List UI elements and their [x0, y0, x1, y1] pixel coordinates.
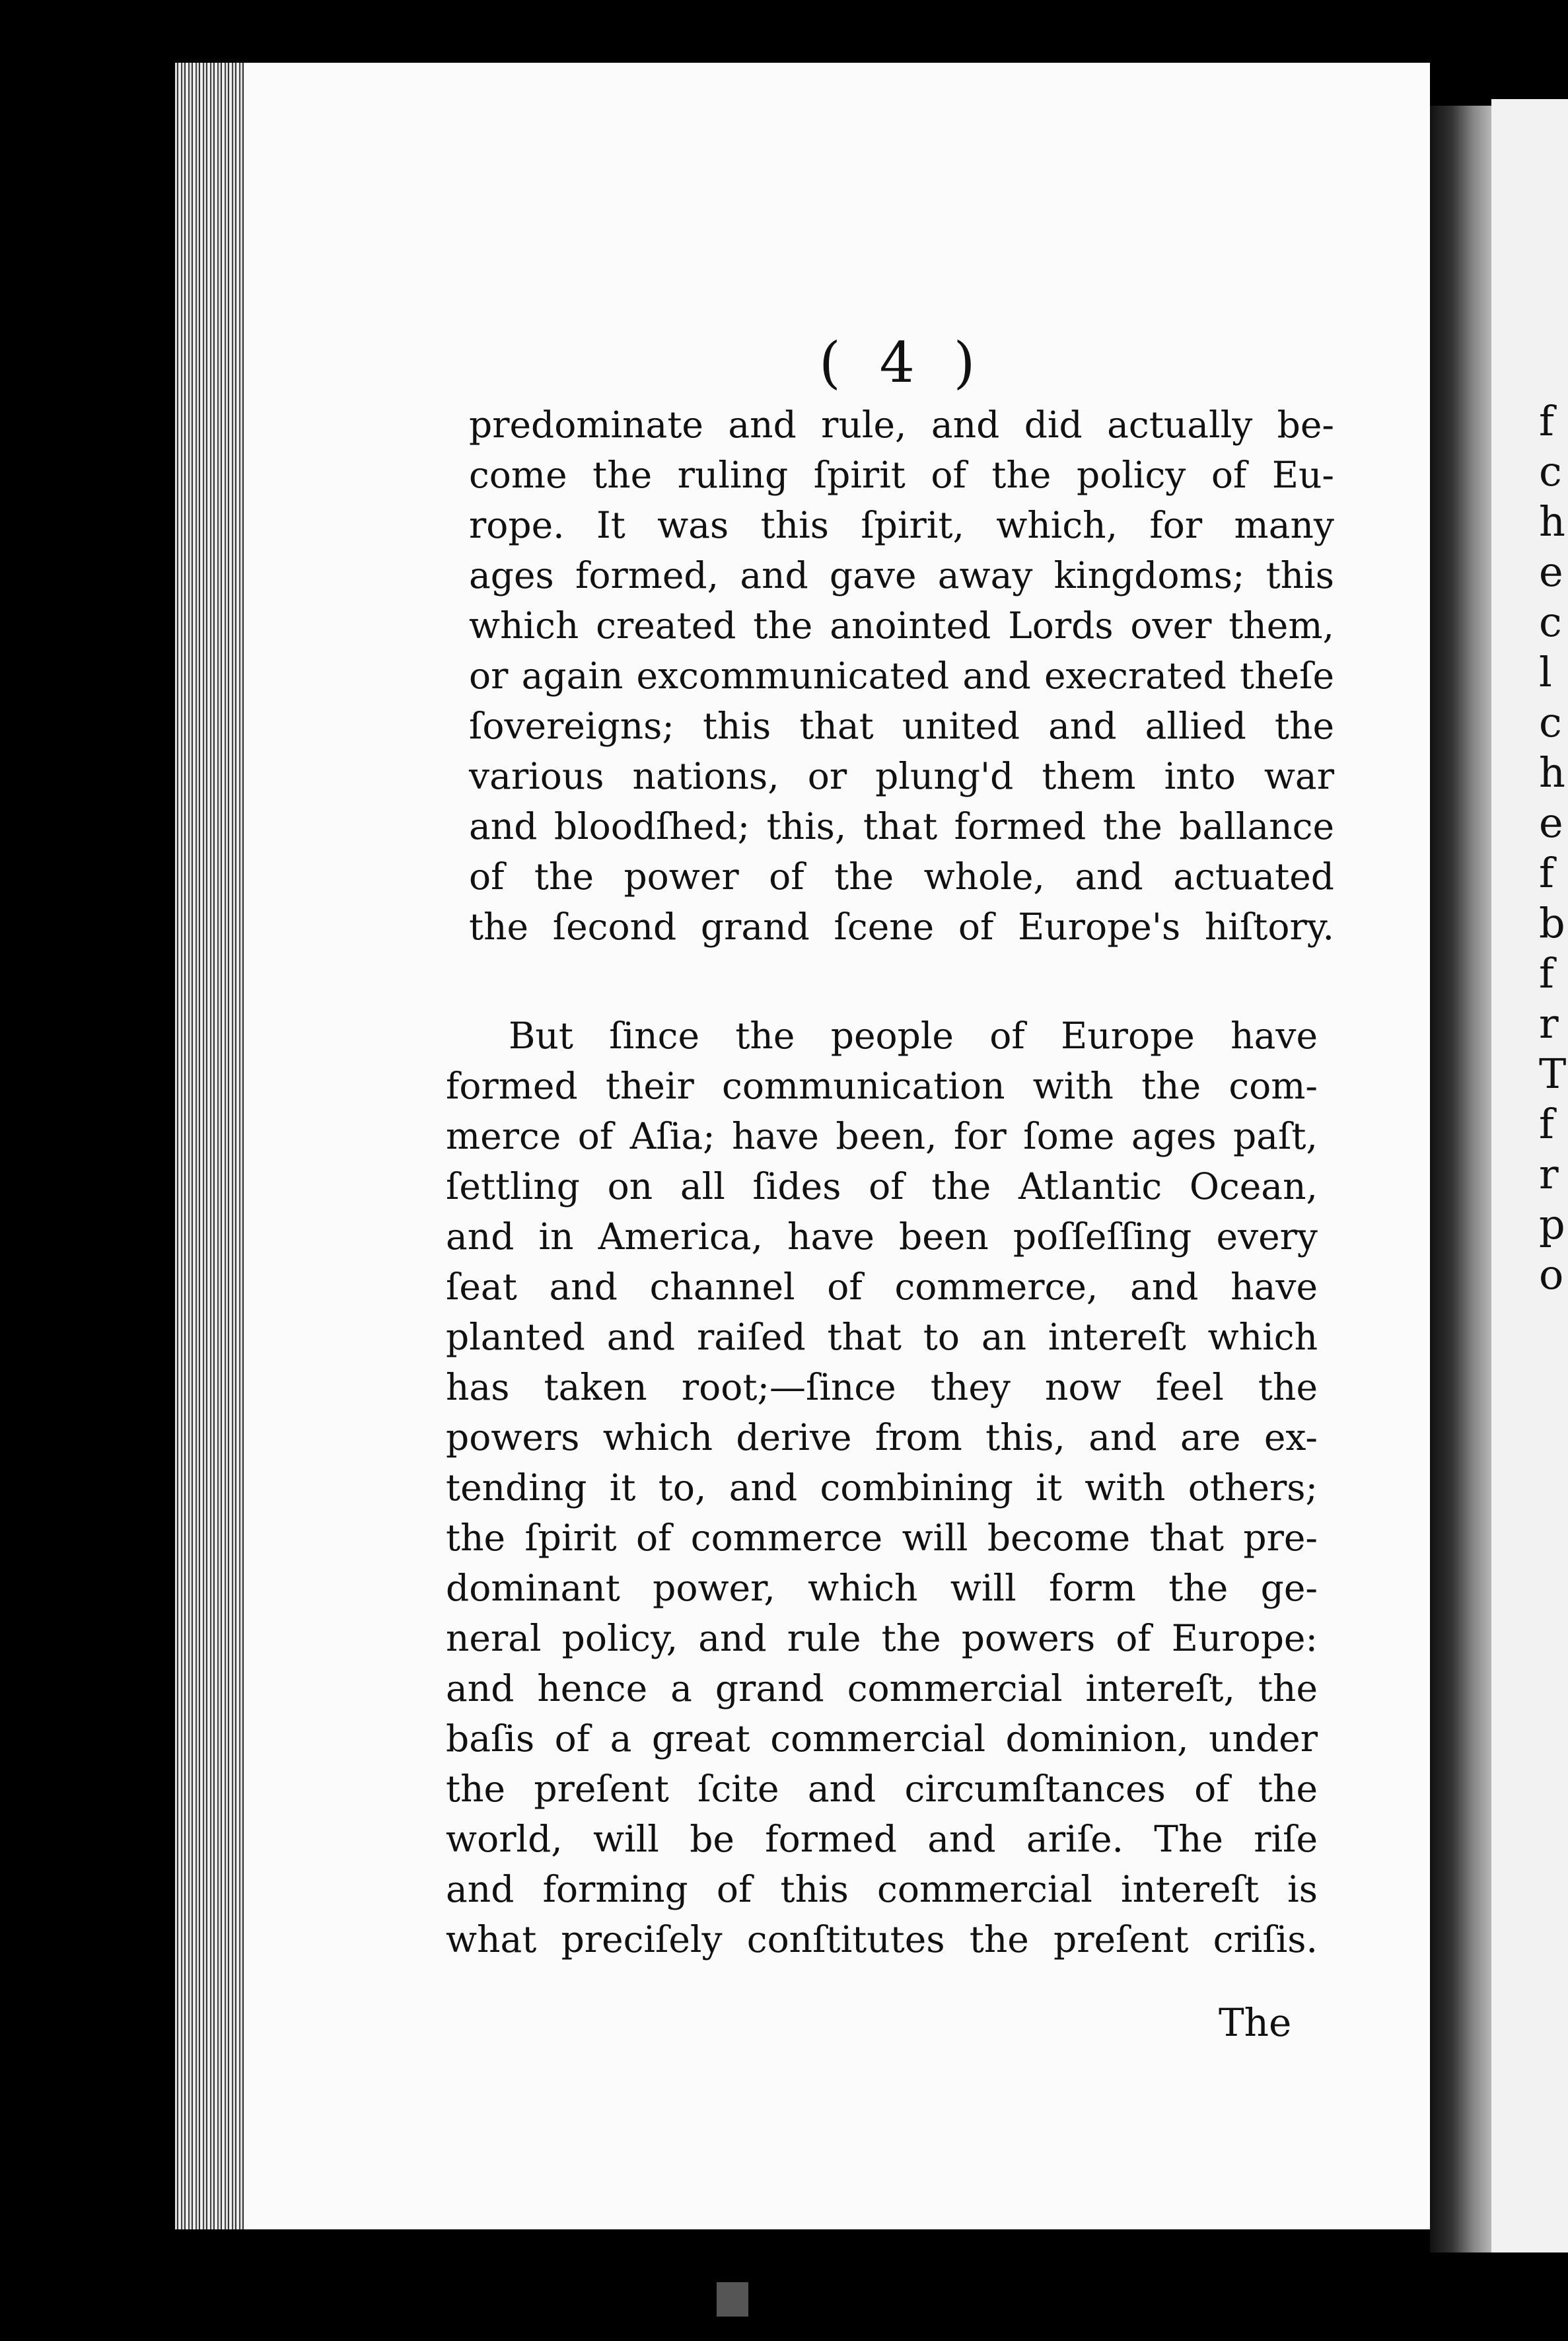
facing-page-letter: f: [1539, 1100, 1554, 1148]
text-line: has taken root;—ſince they now feel the: [446, 1366, 1318, 1408]
facing-page-letter: h: [1539, 748, 1565, 797]
text-line: predominate and rule, and did actually be-: [469, 404, 1334, 446]
text-line: ſovereigns; this that united and allied the: [469, 705, 1334, 747]
text-line: the preſent ſcite and circumſtances of the: [446, 1768, 1318, 1810]
text-line: planted and raiſed that to an intereſt which: [446, 1316, 1318, 1358]
text-line: which created the anointed Lords over them,: [469, 604, 1334, 647]
text-line: ſettling on all ſides of the Atlantic Ocean,: [446, 1165, 1318, 1207]
text-line: world, will be formed and ariſe. The riſe: [446, 1818, 1318, 1860]
facing-page-letter: r: [1539, 1150, 1559, 1198]
text-line: or again excommunicated and execrated theſe: [469, 655, 1334, 697]
facing-page-letter: f: [1539, 849, 1554, 897]
facing-page-letter: l: [1539, 648, 1552, 696]
text-line: tending it to, and combining it with others;: [446, 1466, 1318, 1509]
text-line: and bloodſhed; this, that formed the ballance: [469, 805, 1334, 847]
facing-page-letter: c: [1539, 698, 1562, 746]
facing-page-letter: e: [1539, 548, 1563, 596]
facing-page-letter: h: [1539, 497, 1565, 546]
facing-page-letter: p: [1539, 1200, 1565, 1248]
text-line: and hence a grand commercial intereſt, the: [446, 1667, 1318, 1710]
facing-page-letter: e: [1539, 799, 1563, 847]
text-line: But ſince the people of Europe have: [509, 1015, 1318, 1057]
text-line: and forming of this commercial intereſt is: [446, 1868, 1318, 1910]
facing-page-letter: c: [1539, 447, 1562, 495]
text-line: and in America, have been poſſeſſing every: [446, 1215, 1318, 1258]
text-line: what preciſely conſtitutes the preſent criſis.: [446, 1918, 1318, 1961]
facing-page-letter: c: [1539, 598, 1562, 646]
text-line: baſis of a great commercial dominion, under: [446, 1717, 1318, 1760]
catchword: The: [1219, 2000, 1292, 2045]
facing-page-letter: T: [1539, 1050, 1567, 1098]
text-line: rope. It was this ſpirit, which, for many: [469, 504, 1334, 546]
facing-page-letter: r: [1539, 999, 1559, 1048]
facing-page-letter: f: [1539, 397, 1554, 445]
facing-page-fragment: [1539, 396, 1566, 1300]
text-line: the ſecond grand ſcene of Europe's hiſtory.: [469, 906, 1334, 948]
text-line: of the power of the whole, and actuated: [469, 855, 1334, 898]
page-fore-edge: [175, 63, 248, 2229]
text-line: formed their communication with the com-: [446, 1065, 1318, 1107]
text-line: dominant power, which will form the ge-: [446, 1567, 1318, 1609]
scan-mark: [717, 2282, 748, 2317]
page-number: ( 4 ): [819, 330, 986, 395]
text-line: ages formed, and gave away kingdoms; this: [469, 554, 1334, 596]
text-line: come the ruling ſpirit of the policy of Eu-: [469, 454, 1334, 496]
text-line: neral policy, and rule the powers of Europe:: [446, 1617, 1318, 1659]
book-gutter: [1430, 106, 1493, 2252]
text-line: ſeat and channel of commerce, and have: [446, 1266, 1318, 1308]
text-line: powers which derive from this, and are ex-: [446, 1416, 1318, 1459]
facing-page-letter: o: [1539, 1250, 1564, 1299]
text-line: the ſpirit of commerce will become that pre-: [446, 1517, 1318, 1559]
text-line: various nations, or plung'd them into war: [469, 755, 1334, 797]
paragraph-2: [446, 1011, 1318, 1964]
facing-page-letter: b: [1539, 899, 1565, 947]
paragraph-1: [469, 400, 1334, 952]
facing-page-letter: f: [1539, 949, 1554, 997]
text-line: merce of Aſia; have been, for ſome ages paſt,: [446, 1115, 1318, 1157]
